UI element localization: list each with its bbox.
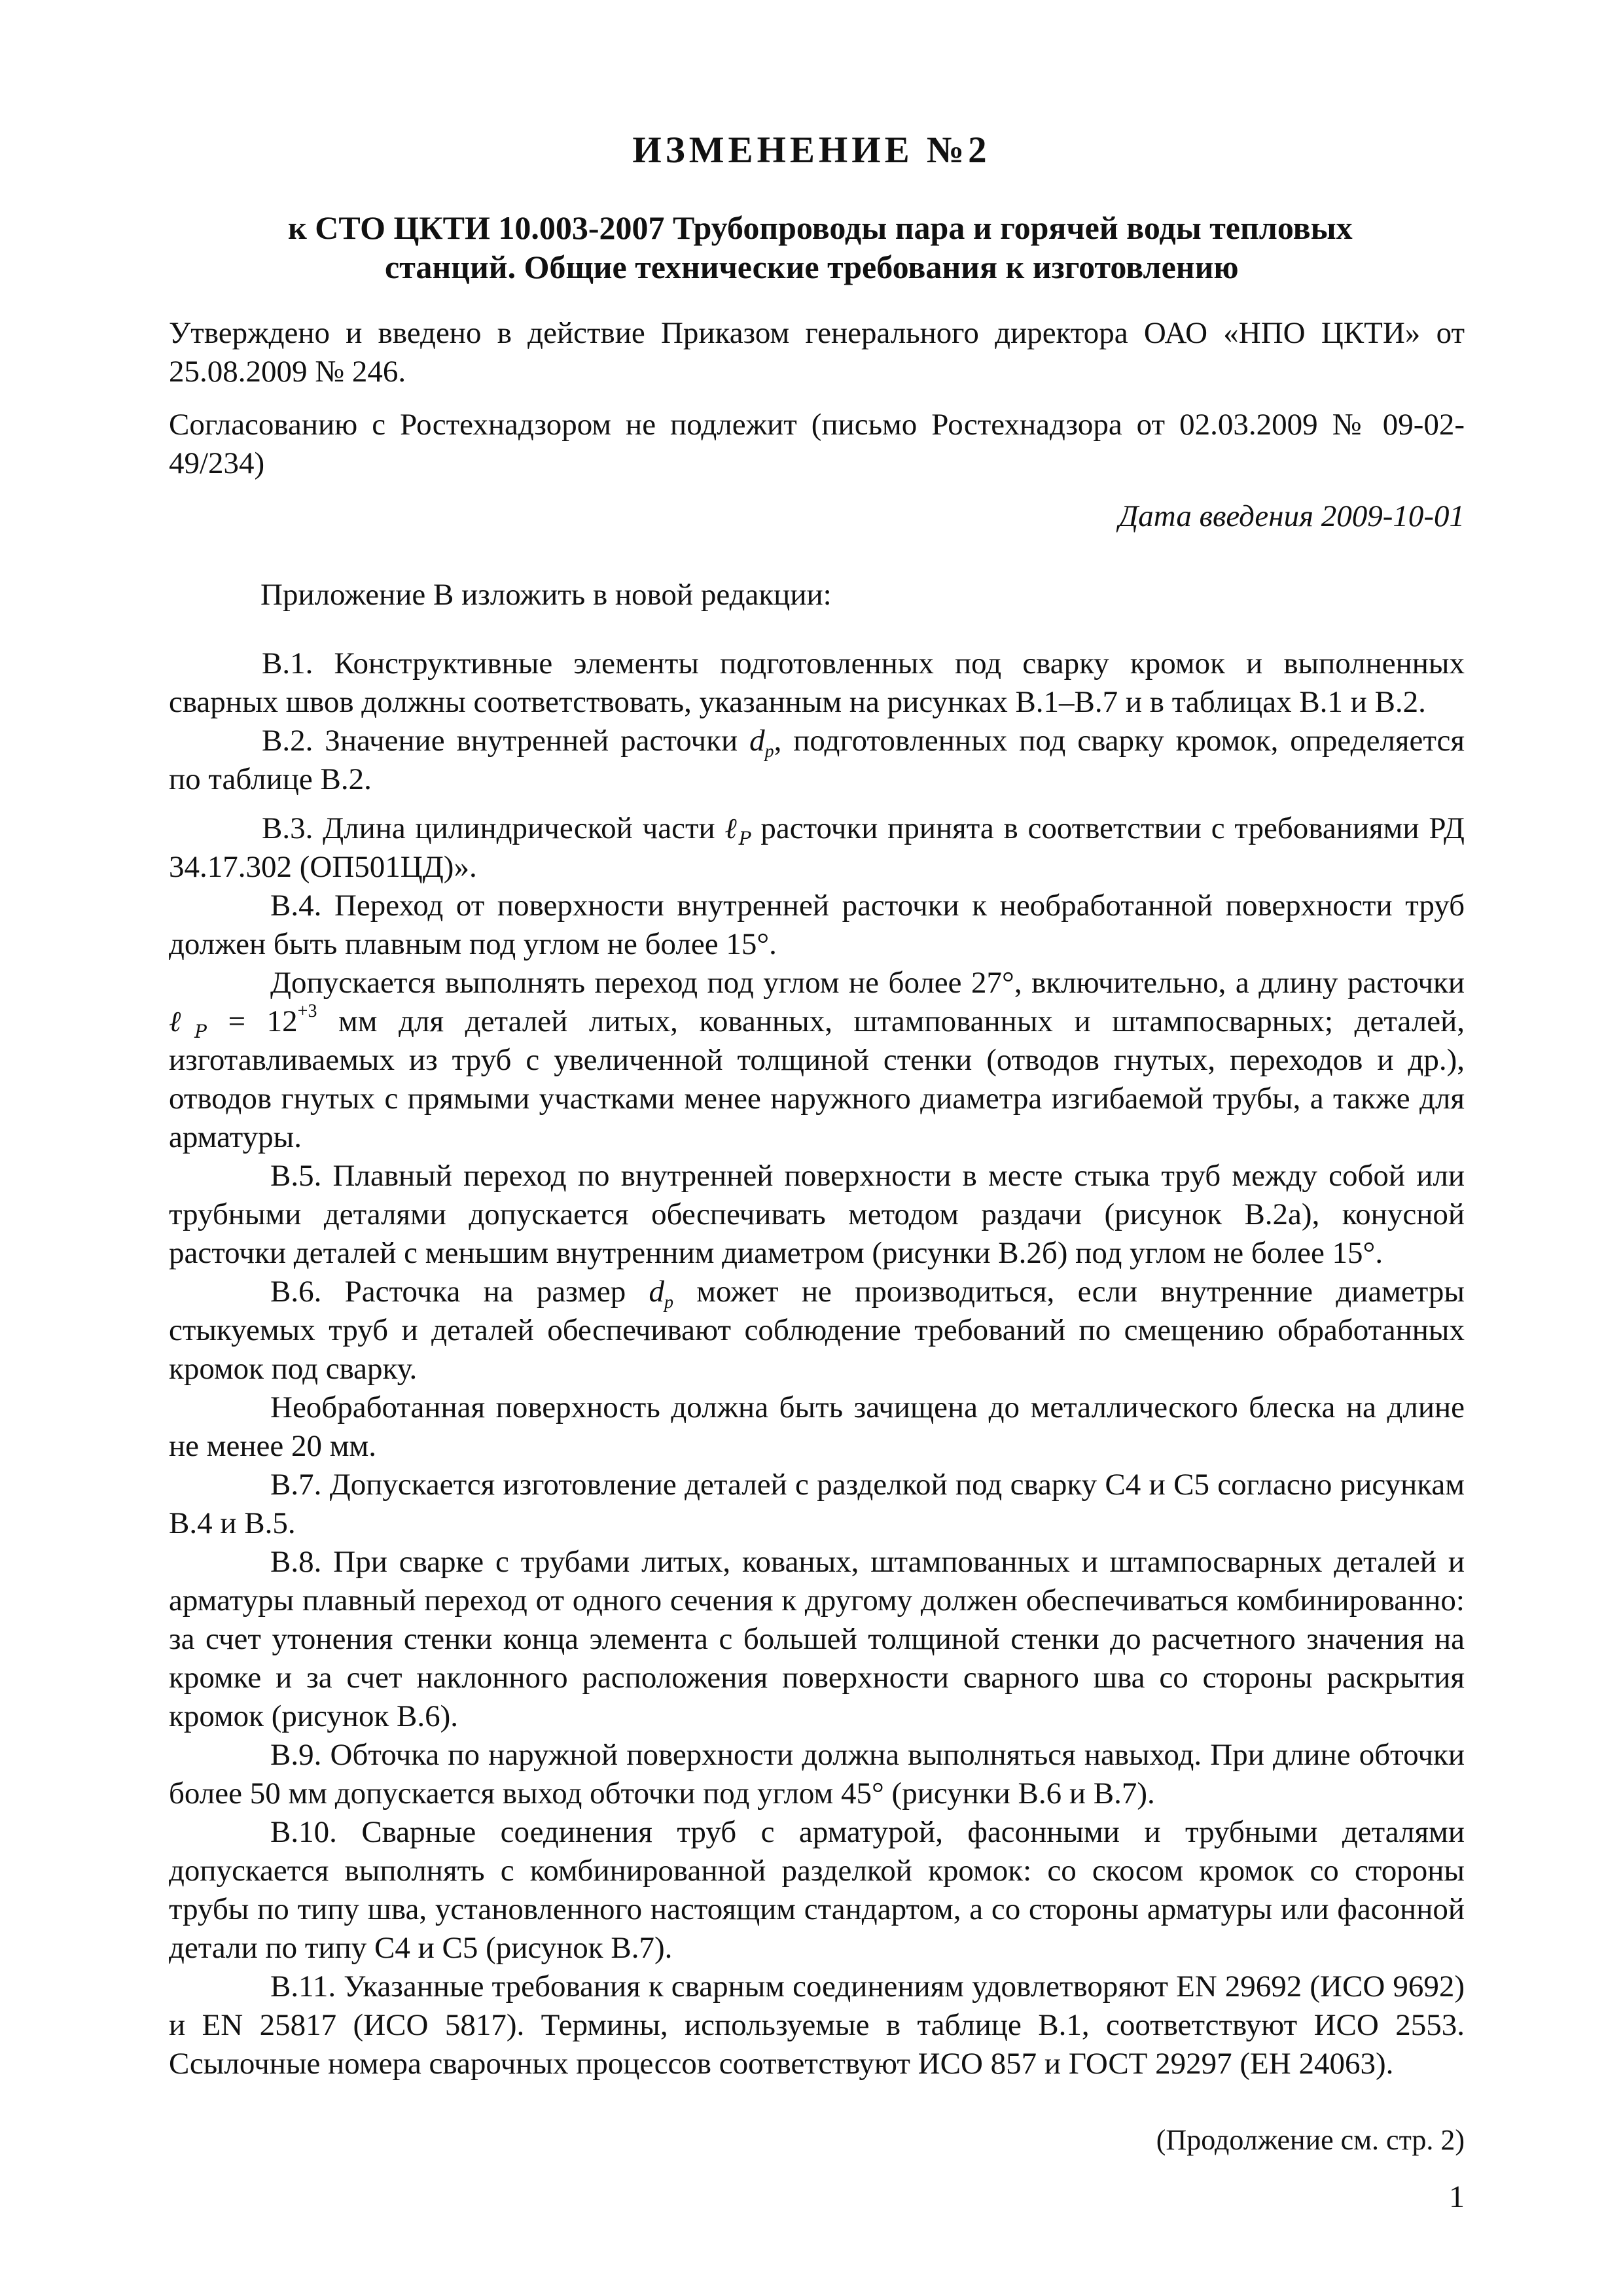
item-b6-text-a: В.6. Расточка на размер — [270, 1275, 649, 1309]
item-b10: В.10. Сварные соединения труб с арматурой, фасонными и трубными деталями допускается выполнять с комбинированной разделкой кромок: со скосом кромок со стороны трубы по типу шва, установленного настоящим стандартом, а со стороны арматуры или фасонной детали по типу С4 и С5 (рисунок В.7). — [169, 1815, 1465, 1965]
item-b8: В.8. При сварке с трубами литых, кованых, штампованных и штампосварных деталей и арматуры плавный переход от одного сечения к другому должен обеспечиваться комбинированно: за счет утонения стенки конца элемента с большей толщиной стенки до расчетного значения на кромке и за счет наклонного расположения поверхности сварного шва со стороны раскрытия кромок (рисунок В.6). — [169, 1545, 1465, 1733]
item-b2-text-a: В.2. Значение внутренней расточки — [262, 724, 750, 758]
symbol-lp — [724, 812, 751, 849]
item-b4-extra-text-b: мм для деталей литых, кованных, штампованных и штампосварных; деталей, изготавливаемых из труб с увеличенной толщиной стенки (отводов гнутых, переходов и др.), отводов гнутых с прямыми участками менее наружного диаметра изгибаемой трубы, а также для арматуры. — [169, 1004, 1465, 1154]
appendix-line — [169, 576, 1465, 614]
approval-paragraph: Утверждено и введено в действие Приказом генерального директора ОАО «НПО ЦКТИ» от 25.08.2009 № 246. — [169, 316, 1465, 389]
symbol-l-2: ℓ — [169, 1005, 195, 1038]
items-section — [169, 645, 1465, 2083]
item-b2 — [169, 722, 1465, 799]
item-b3 — [169, 809, 1465, 887]
item-b4-extra — [169, 964, 1465, 1157]
symbol-d-2-subscript: p — [664, 1292, 673, 1313]
subtitle-line-1: к СТО ЦКТИ 10.003-2007 Трубопроводы пара и горячей воды тепловых — [288, 209, 1353, 246]
item-b5: В.5. Плавный переход по внутренней поверхности в месте стыка труб между собой или трубными деталями допускается обеспечивать методом раздачи (рисунок В.2а), конусной расточки деталей с меньшим внутренним диаметром (рисунки В.2б) под углом не более 15°. — [169, 1159, 1465, 1270]
continuation-note: (Продолжение см. стр. 2) — [1156, 2124, 1465, 2156]
symbol-d-subscript: p — [764, 741, 774, 762]
item-b11: В.11. Указанные требования к сварным соединениям удовлетворяют EN 29692 (ИСО 9692) и EN 25817 (ИСО 5817). Термины, используемые в таблице В.1, соответствуют ИСО 2553. Ссылочные номера сварочных процессов соответствуют ИСО 857 и ГОСТ 29297 (ЕН 24063). — [169, 1969, 1465, 2081]
page-number: 1 — [1449, 2180, 1465, 2214]
symbol-dp-2 — [649, 1275, 674, 1313]
length-tolerance: +3 — [297, 1001, 317, 1021]
symbol-dp — [749, 724, 774, 762]
item-b7: В.7. Допускается изготовление деталей с разделкой под сварку С4 и С5 согласно рисункам В.4 и В.5. — [169, 1468, 1465, 1540]
document-subtitle — [288, 208, 1479, 287]
symbol-d-2: d — [649, 1275, 664, 1309]
item-b1: В.1. Конструктивные элементы подготовленных под сварку кромок и выполненных сварных швов должны соответствовать, указанным на рисунках В.1–В.7 и в таблицах В.1 и В.2. — [169, 646, 1465, 719]
intro-section — [169, 314, 1465, 536]
item-b6-text-b: может не производиться, если внутренние диаметры стыкуемых труб и деталей обеспечивают соблюдение требований по смещению обработанных кромок под сварку. — [169, 1275, 1465, 1386]
length-value: = 12 — [207, 1004, 298, 1038]
item-b9: В.9. Обточка по наружной поверхности должна выполняться навыход. При длине обточки более 50 мм допускается выход обточки под углом 45° (рисунки В.6 и В.7). — [169, 1738, 1465, 1810]
item-b6-extra: Необработанная поверхность должна быть зачищена до металлического блеска на длине не менее 20 мм. — [169, 1390, 1465, 1463]
symbol-lp-2 — [169, 1005, 207, 1042]
document-title: ИЗМЕНЕНИЕ №2 — [632, 130, 991, 171]
item-b4: В.4. Переход от поверхности внутренней расточки к необработанной поверхности труб должен быть плавным под углом не более 15°. — [169, 889, 1465, 961]
symbol-l-2-subscript: P — [194, 1021, 207, 1042]
item-b4-extra-text-a: Допускается выполнять переход под углом не более 27°, включительно, а длину расточки — [270, 966, 1465, 1000]
subtitle-line-2: станций. Общие технические требования к изготовлению — [385, 249, 1239, 285]
symbol-l: ℓ — [724, 812, 739, 845]
item-b3-text-a: В.3. Длина цилиндрической части — [262, 811, 725, 845]
symbol-d: d — [749, 724, 765, 758]
agreement-paragraph: Согласованию с Ростехнадзором не подлежит (письмо Ростехнадзора от 02.03.2009 № 09-02-49/234) — [169, 408, 1465, 480]
appendix-instruction: Приложение В изложить в новой редакции: — [260, 578, 832, 612]
item-b2-text-b: , подготовленных под сварку кромок, определяется по таблице В.2. — [169, 724, 1465, 796]
item-b3-text-b: расточки принята в соответствии с требованиями РД 34.17.302 (ОП501ЦД)». — [169, 811, 1465, 884]
symbol-l-subscript: P — [738, 828, 751, 849]
item-b6 — [169, 1273, 1465, 1388]
introduction-date: Дата введения 2009-10-01 — [1118, 499, 1465, 533]
